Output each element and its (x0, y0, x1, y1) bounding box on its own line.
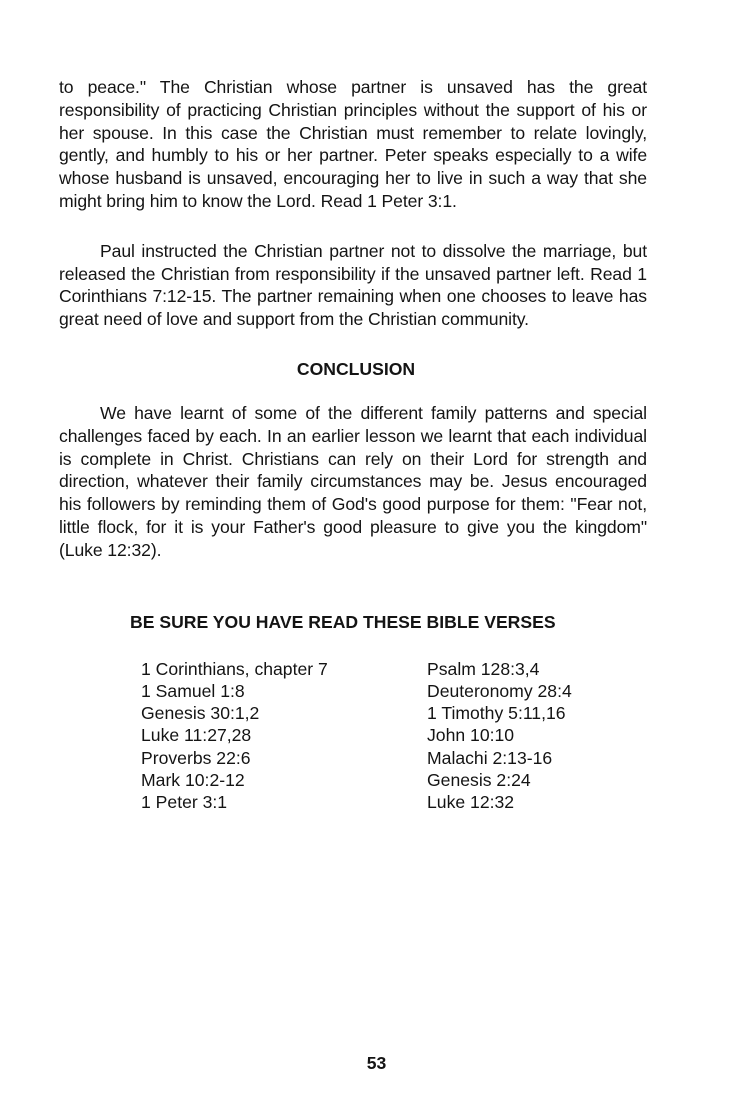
verse-item: Mark 10:2-12 (141, 770, 245, 791)
verse-item: Proverbs 22:6 (141, 747, 251, 768)
verse-item: Genesis 30:1,2 (141, 703, 260, 724)
verse-item: Luke 11:27,28 (141, 725, 252, 746)
verse-item: Deuteronomy 28:4 (427, 680, 572, 701)
bible-verses-list (141, 658, 647, 814)
verse-item: 1 Samuel 1:8 (141, 680, 245, 701)
verse-item: 1 Timothy 5:11,16 (427, 703, 566, 724)
paragraph-paul-instruction: Paul instructed the Christian partner not to dissolve the marriage, but released the Christian from responsibility if the unsaved partner left. Read 1 Corinthians 7:12-15. The partner remaining when one chooses to leave has great need of love and support from the Christian community. (59, 240, 647, 330)
verses-heading: BE SURE YOU HAVE READ THESE BIBLE VERSES (130, 611, 556, 632)
page-content (59, 76, 647, 814)
verses-right-column (427, 658, 627, 814)
verse-item: Genesis 2:24 (427, 770, 531, 791)
verse-item: 1 Corinthians, chapter 7 (141, 658, 328, 679)
page-number: 53 (366, 1053, 387, 1073)
verse-item: Psalm 128:3,4 (427, 658, 540, 679)
verses-left-column (141, 658, 427, 814)
verse-item: Luke 12:32 (427, 792, 515, 813)
conclusion-heading: CONCLUSION (296, 358, 416, 379)
verse-item: John 10:10 (427, 725, 515, 746)
verse-item: 1 Peter 3:1 (141, 792, 228, 813)
verse-item: Malachi 2:13-16 (427, 747, 553, 768)
paragraph-conclusion: We have learnt of some of the different family patterns and special challenges faced by each. In an earlier lesson we learnt that each individual is complete in Christ. Christians can rely on their Lord for strength and direction, whatever their family circumstances may be. Jesus encouraged his followers by reminding them of God's good purpose for them: "Fear not, little flock, for it is your Father's good pleasure to give you the kingdom" (Luke 12:32). (59, 402, 647, 560)
paragraph-unsaved-partner: to peace." The Christian whose partner is unsaved has the great responsibility of practicing Christian principles without the support of his or her spouse. In this case the Christian must remember to relate lovingly, gently, and humbly to his or her partner. Peter speaks especially to a wife whose husband is unsaved, encouraging her to live in such a way that she might bring him to know the Lord. Read 1 Peter 3:1. (59, 77, 647, 211)
